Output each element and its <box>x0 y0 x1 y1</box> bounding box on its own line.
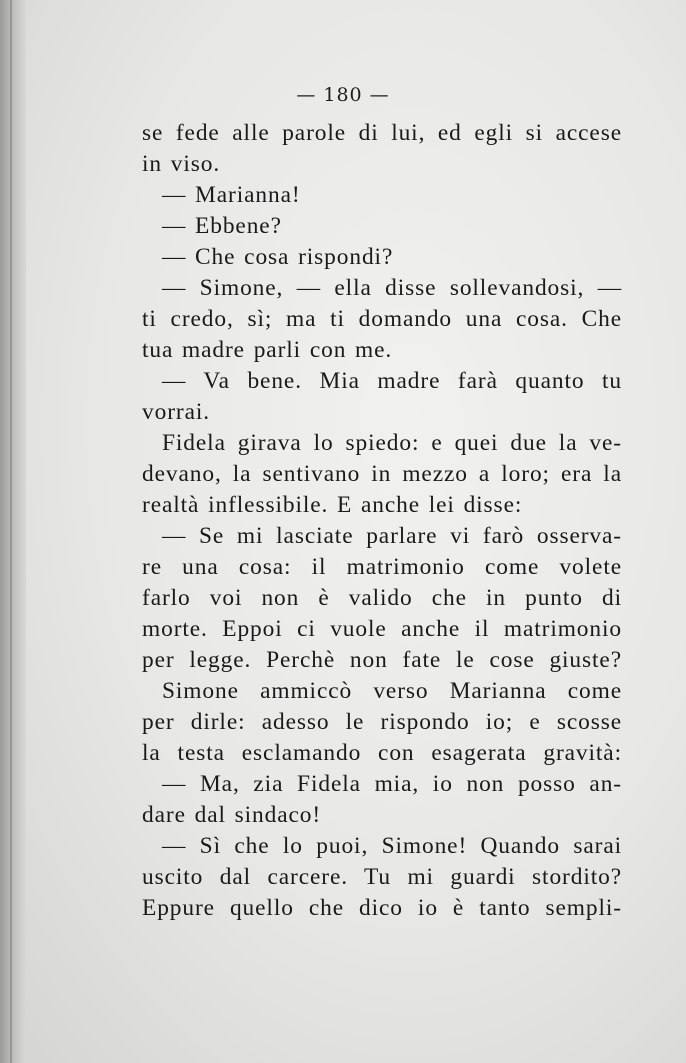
text-line: — Ma, zia Fidela mia, io non posso an- <box>162 771 622 797</box>
text-line: — Simone, — ella disse sollevandosi, — <box>162 275 622 301</box>
text-line: dare dal sindaco! <box>142 802 322 828</box>
text-line: morte. Eppoi ci vuole anche il matrimonio <box>142 616 622 642</box>
text-line: Fidela girava lo spiedo: e quei due la ve- <box>162 430 622 456</box>
text-line: — Ebbene? <box>162 213 282 239</box>
text-line: — Va bene. Mia madre farà quanto tu <box>162 368 622 394</box>
text-line: re una cosa: il matrimonio come volete <box>142 554 622 580</box>
text-line: la testa esclamando con esagerata gravità: <box>142 740 622 766</box>
body-text <box>142 118 622 924</box>
text-line: tua madre parli con me. <box>142 337 393 363</box>
page-number: — 180 — <box>296 84 390 106</box>
page-gutter <box>0 0 26 1063</box>
text-line: per legge. Perchè non fate le cose giuste? <box>142 647 622 673</box>
text-line: vorrai. <box>142 399 210 425</box>
text-line: farlo voi non è valido che in punto di <box>142 585 622 611</box>
text-line: Eppure quello che dico io è tanto sempli- <box>142 895 622 921</box>
text-line: Simone ammiccò verso Marianna come <box>162 678 622 704</box>
text-line: realtà inflessibile. E anche lei disse: <box>142 492 523 518</box>
text-line: per dirle: adesso le rispondo io; e scosse <box>142 709 622 735</box>
text-line: uscito dal carcere. Tu mi guardi stordito? <box>142 864 622 890</box>
binding-line <box>10 0 12 1063</box>
text-line: — Che cosa rispondi? <box>162 244 394 270</box>
text-line: se fede alle parole di lui, ed egli si accese <box>142 120 622 146</box>
text-line: devano, la sentivano in mezzo a loro; era la <box>142 461 622 487</box>
text-line: — Sì che lo puoi, Simone! Quando sarai <box>162 833 622 859</box>
text-line: in viso. <box>142 151 221 177</box>
text-line: — Se mi lasciate parlare vi farò osserva- <box>162 523 622 549</box>
text-line: — Marianna! <box>162 182 301 208</box>
text-line: ti credo, sì; ma ti domando una cosa. Che <box>142 306 622 332</box>
